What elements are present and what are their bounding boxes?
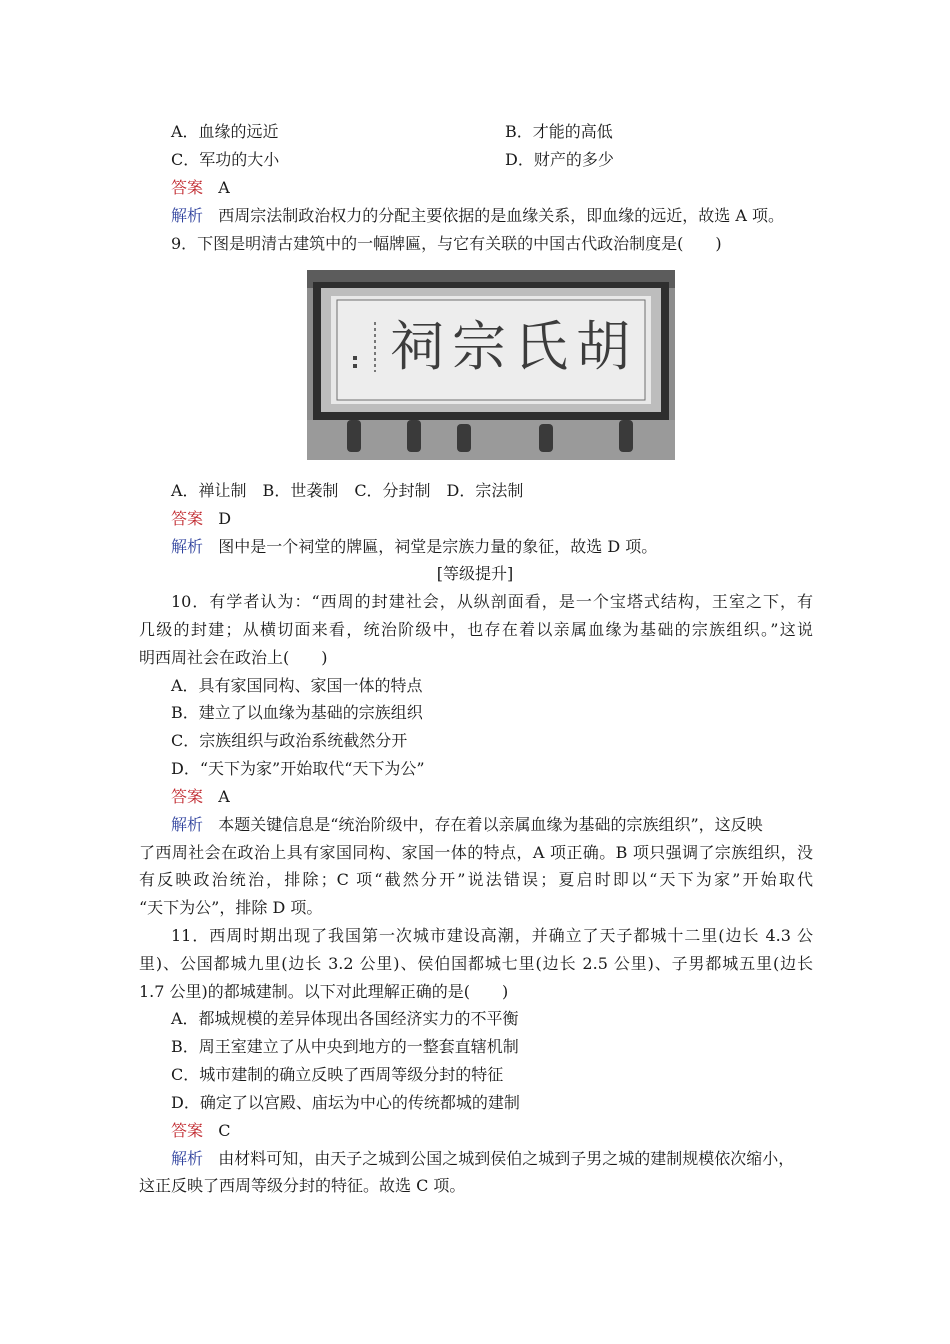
analysis-text: 西周宗法制政治权力的分配主要依据的是血缘关系，即血缘的远近，故选 A 项。: [218, 206, 785, 225]
q10-stem-line-3: 明西周社会在政治上( ): [139, 648, 328, 667]
analysis-label: 解析: [171, 537, 204, 556]
q10-option-a: A．具有家国同构、家国一体的特点: [171, 676, 423, 695]
q10-option-b: B．建立了以血缘为基础的宗族组织: [171, 703, 423, 722]
q10-option-c: C．宗族组织与政治系统截然分开: [171, 731, 408, 750]
q8-option-a: A．血缘的远近: [171, 122, 279, 141]
q9-analysis: [171, 537, 657, 557]
answer-label: 答案: [171, 787, 204, 806]
analysis-text: 本题关键信息是“统治阶级中，存在着以亲属血缘为基础的宗族组织”，这反映: [218, 815, 763, 834]
q10-stem-line-1: 10．有学者认为：“西周的封建社会，从纵剖面看，是一个宝塔式结构，王室之下，有: [171, 592, 813, 611]
q11-option-c: C．城市建制的确立反映了西周等级分封的特征: [171, 1065, 504, 1084]
answer-value: A: [218, 787, 230, 806]
plaque-photo: [307, 270, 675, 460]
q8-answer: [171, 178, 230, 198]
q10-option-d: D．“天下为家”开始取代“天下为公”: [171, 759, 425, 778]
analysis-label: 解析: [171, 1149, 204, 1168]
q8-analysis: [171, 206, 784, 226]
answer-label: 答案: [171, 509, 204, 528]
answer-value: C: [218, 1121, 231, 1140]
q10-analysis-line-4: “天下为公”，排除 D 项。: [139, 898, 323, 917]
q9-answer: [171, 509, 231, 529]
q11-option-a: A．都城规模的差异体现出各国经济实力的不平衡: [171, 1009, 519, 1028]
q8-option-c: C．军功的大小: [171, 150, 280, 169]
q10-answer: [171, 787, 230, 807]
q8-option-b: B．才能的高低: [505, 122, 613, 141]
q10-analysis-line-3: 有反映政治统治，排除；C 项“截然分开”说法错误；夏启时即以“天下为家”开始取代: [139, 870, 813, 889]
plaque-text: 胡氏宗祠: [390, 315, 638, 378]
q11-stem-line-2: 里)、公国都城九里(边长 3.2 公里)、侯伯国都城七里(边长 2.5 公里)、子男都城五里(边长: [139, 954, 813, 973]
q8-option-d: D．财产的多少: [505, 150, 614, 169]
answer-value: A: [218, 178, 230, 197]
q11-stem-line-1: 11．西周时期出现了我国第一次城市建设高潮，并确立了天子都城十二里(边长 4.3 公: [171, 926, 813, 945]
analysis-label: 解析: [171, 206, 204, 225]
q9-stem: 9．下图是明清古建筑中的一幅牌匾，与它有关联的中国古代政治制度是( ): [171, 234, 722, 253]
q11-analysis-line-2: 这正反映了西周等级分封的特征。故选 C 项。: [139, 1176, 466, 1195]
q9-options: A．禅让制 B．世袭制 C．分封制 D．宗法制: [171, 481, 524, 500]
answer-value: D: [218, 509, 232, 528]
q11-option-d: D．确定了以宫殿、庙坛为中心的传统都城的建制: [171, 1093, 520, 1112]
q10-analysis-line-1: [171, 815, 813, 835]
q11-stem-line-3: 1.7 公里)的都城建制。以下对此理解正确的是( ): [139, 982, 509, 1001]
analysis-text: 图中是一个祠堂的牌匾，祠堂是宗族力量的象征，故选 D 项。: [218, 537, 658, 556]
q10-stem-line-2: 几级的封建；从横切面来看，统治阶级中，也存在着以亲属血缘为基础的宗族组织。”这说: [139, 620, 813, 639]
section-heading: [等级提升]: [436, 564, 514, 583]
q11-option-b: B．周王室建立了从中央到地方的一整套直辖机制: [171, 1037, 519, 1056]
answer-label: 答案: [171, 1121, 204, 1140]
q11-analysis-line-1: [171, 1149, 813, 1169]
answer-label: 答案: [171, 178, 204, 197]
analysis-text: 由材料可知，由天子之城到公国之城到侯伯之城到子男之城的建制规模依次缩小，: [218, 1149, 795, 1168]
q10-analysis-line-2: 了西周社会在政治上具有家国同构、家国一体的特点，A 项正确。B 项只强调了宗族组织，没: [139, 843, 813, 862]
analysis-label: 解析: [171, 815, 204, 834]
q11-answer: [171, 1121, 231, 1141]
